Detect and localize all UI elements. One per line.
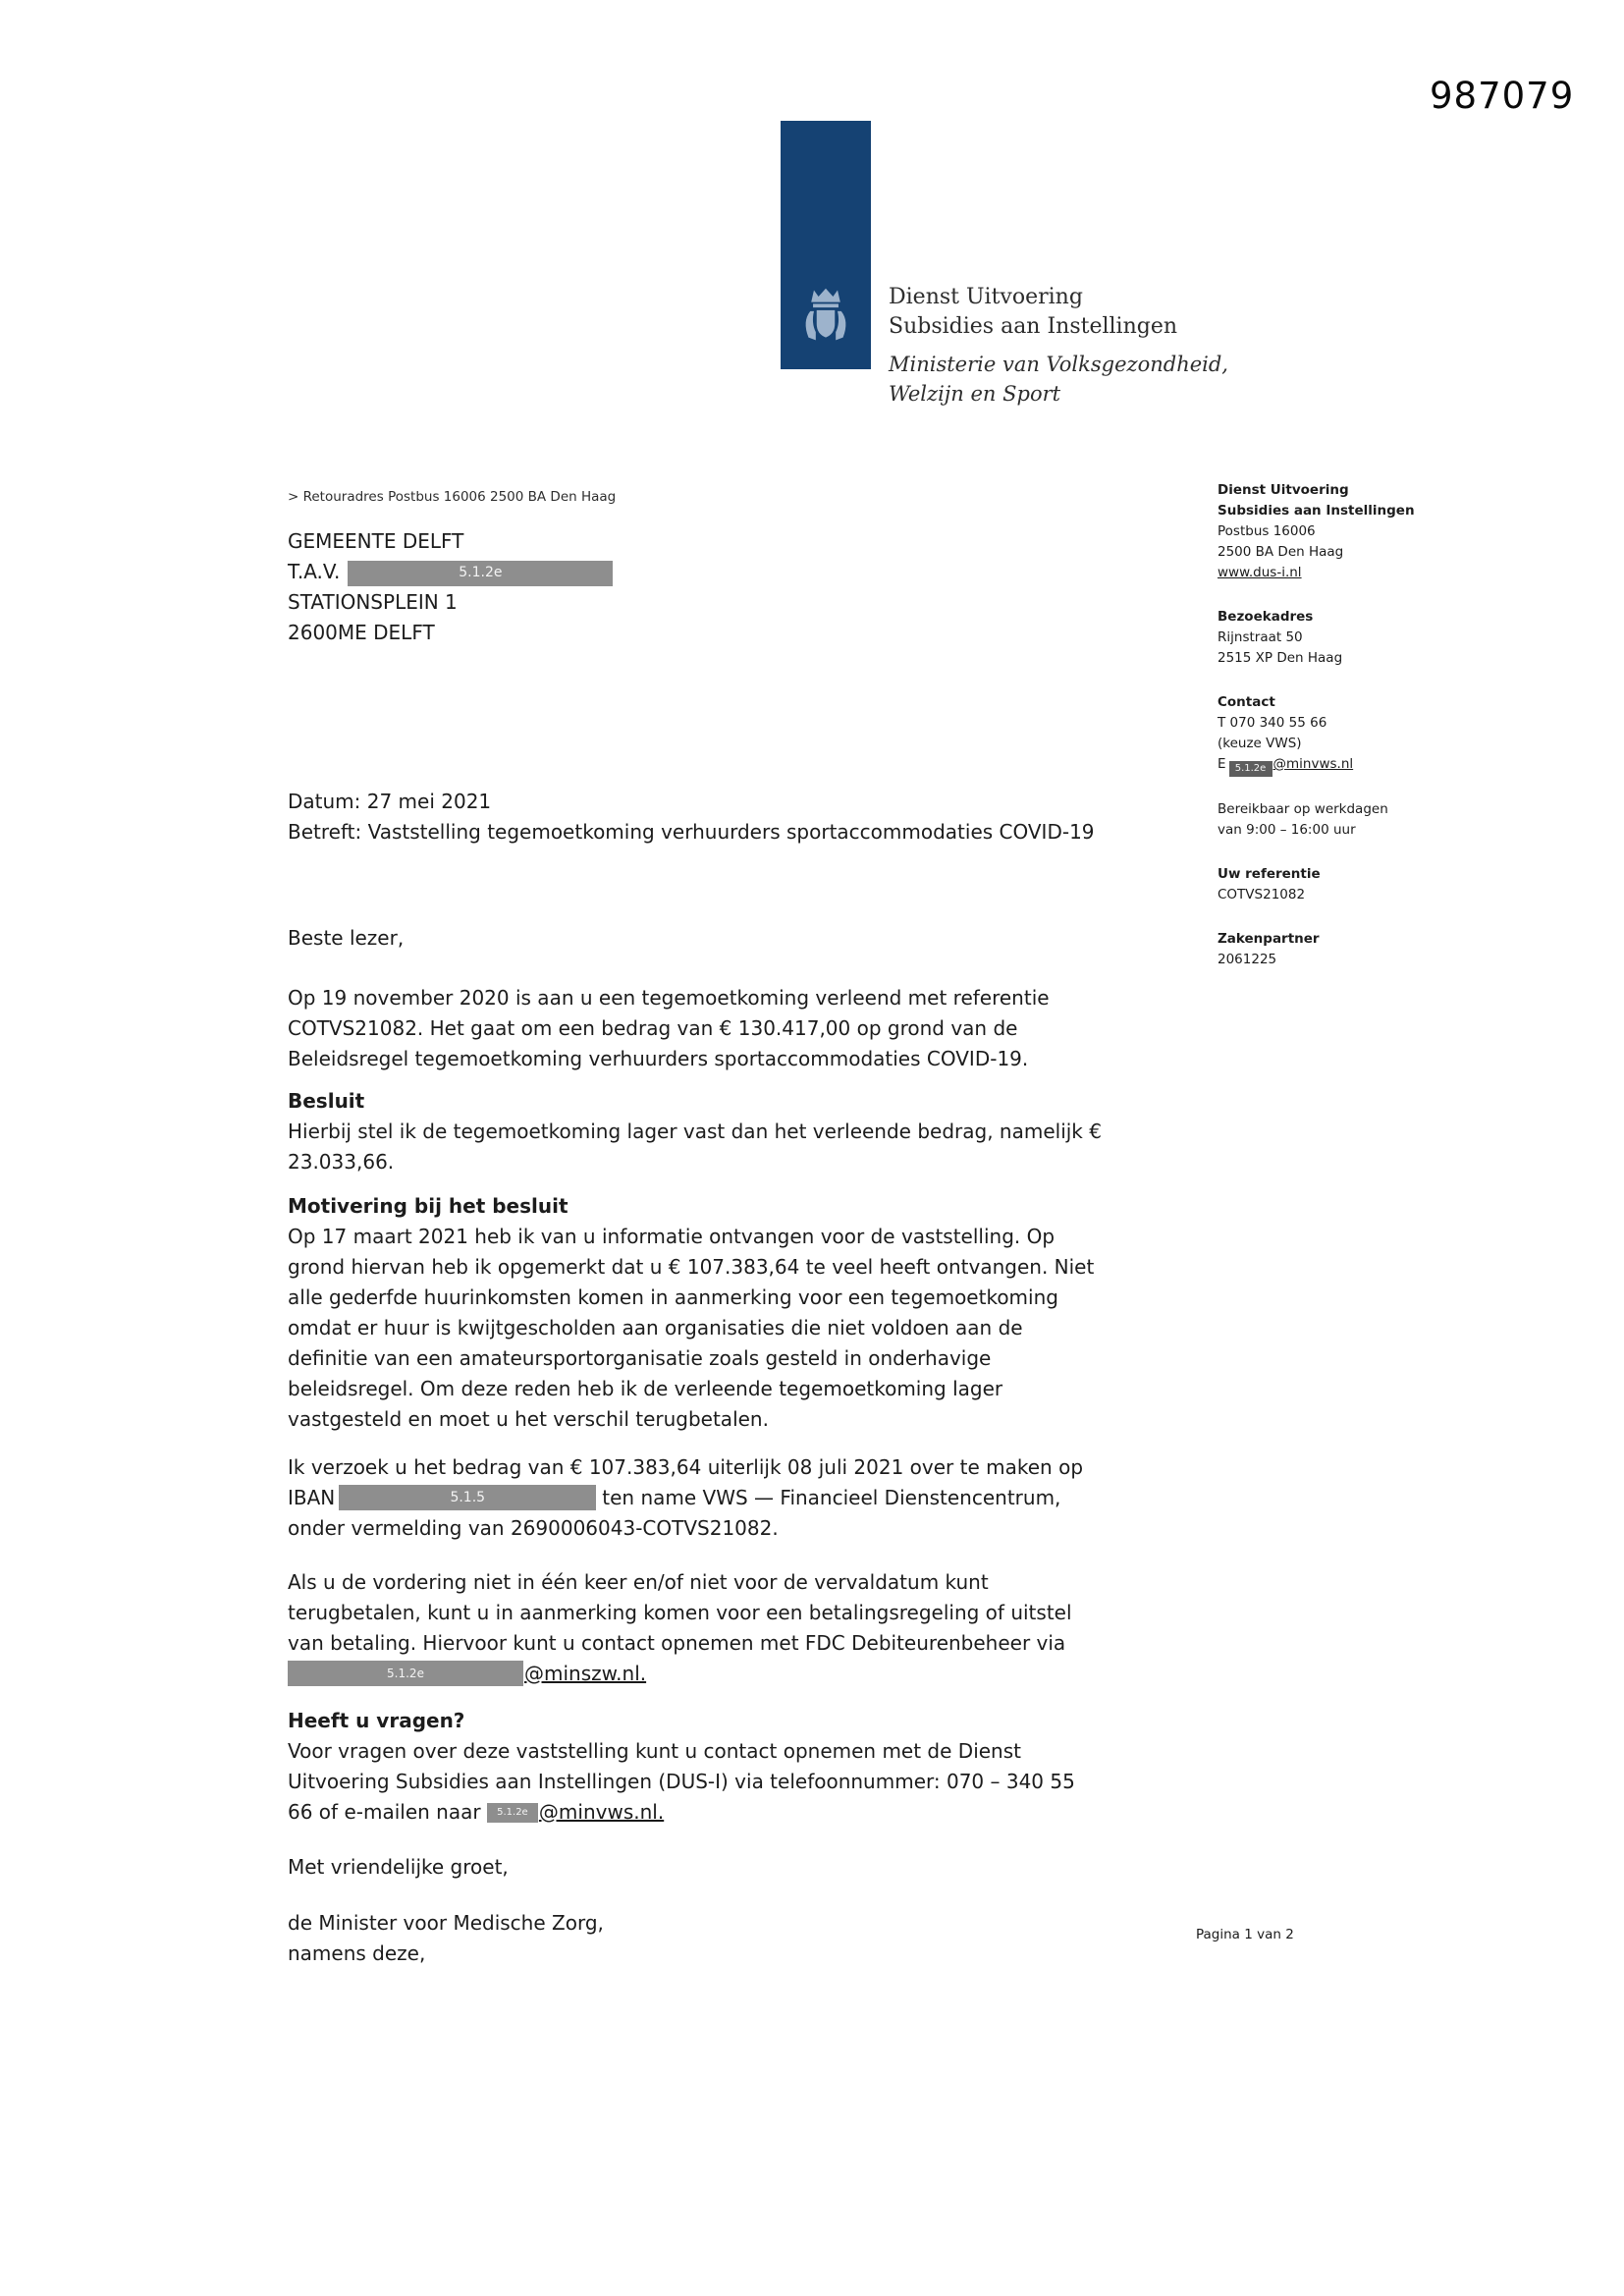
heading-vragen: Heeft u vragen? [288,1709,465,1732]
heading-motivering: Motivering bij het besluit [288,1194,568,1218]
paragraph-betalingsregeling [288,1567,1103,1689]
sidebar-email-prefix: E [1218,756,1226,772]
logo-wordmark [889,283,1228,409]
sidebar-bezoek-street: Rijnstraat 50 [1218,629,1303,645]
redaction-box-sidebar-email: 5.1.2e [1229,761,1272,777]
redaction-box-dusi-email: 5.1.2e [487,1803,538,1823]
page-footer: Pagina 1 van 2 [1196,1927,1294,1942]
betreft-line: Betreft: Vaststelling tegemoetkoming verhuurders sportaccommodaties COVID-19 [288,820,1095,844]
recipient-name: GEMEENTE DELFT [288,529,464,553]
sidebar-postbus: Postbus 16006 [1218,523,1316,539]
signature-line1: de Minister voor Medische Zorg, [288,1911,604,1935]
sidebar-city: 2500 BA Den Haag [1218,544,1344,560]
signature-line2: namens deze, [288,1941,426,1965]
coat-of-arms-icon [795,285,856,357]
paragraph-besluit: Hierbij stel ik de tegemoetkoming lager vast dan het verleende bedrag, namelijk € 23.033,66. [288,1120,1102,1174]
logo-org-line2: Subsidies aan Instellingen [889,314,1178,339]
redaction-box-fdc-email: 5.1.2e [288,1661,523,1686]
sidebar-zakenpartner-value: 2061225 [1218,951,1277,967]
terugbetaling-text-post: ten name VWS — Financieel Dienstencentrum, onder vermelding van 2690006043-COTVS21082. [288,1486,1061,1540]
heading-besluit: Besluit [288,1089,365,1113]
recipient-postal-city: 2600ME DELFT [288,621,435,644]
logo-org-line1: Dienst Uitvoering [889,285,1083,309]
recipient-street: STATIONSPLEIN 1 [288,590,458,614]
betalingsregeling-text: Als u de vordering niet in één keer en/of niet voor de vervaldatum kunt terugbetalen, kunt u in aanmerking komen voor een betalingsregeling of uitstel van betaling. Hiervoor kunt u contact opnemen met FDC Debiteurenbeheer via [288,1570,1072,1655]
redaction-box-iban: 5.1.5 [339,1485,596,1510]
sidebar-referentie-value: COTVS21082 [1218,886,1306,902]
redaction-box-recipient: 5.1.2e [348,561,613,586]
sidebar-heading-zakenpartner: Zakenpartner [1218,930,1320,947]
recipient-address-block [288,526,613,648]
paragraph-vragen [288,1736,1103,1828]
logo-blue-bar [781,121,871,369]
sidebar-phone: T 070 340 55 66 [1218,715,1327,731]
sidebar-phone-note: (keuze VWS) [1218,736,1302,751]
sidebar-heading-referentie: Uw referentie [1218,865,1321,882]
terugbetaling-text-pre: Ik verzoek u het bedrag van € 107.383,64 uiterlijk 08 juli 2021 over te maken op IBAN [288,1455,1084,1509]
recipient-attn-line [288,557,613,587]
salutation: Beste lezer, [288,926,405,950]
retouradres-line: > Retouradres Postbus 16006 2500 BA Den Haag [288,489,617,505]
sidebar-bezoek-city: 2515 XP Den Haag [1218,650,1343,666]
dus-i-website-link[interactable]: www.dus-i.nl [1218,565,1302,580]
sidebar-org-line2: Subsidies aan Instellingen [1218,503,1415,519]
sidebar-org-line1: Dienst Uitvoering [1218,482,1349,498]
logo-ministry-line1: Ministerie van Volksgezondheid, [889,353,1228,376]
sidebar-email-line [1218,754,1610,778]
logo-ministry-line2: Welzijn en Sport [889,382,1061,406]
signature-block [288,1908,1103,1969]
sidebar-heading-contact: Contact [1218,694,1275,710]
sidebar-heading-bezoekadres: Bezoekadres [1218,609,1314,625]
closing-line: Met vriendelijke groet, [288,1855,509,1879]
sidebar-contact-info [1218,480,1610,970]
sidebar-availability-line1: Bereikbaar op werkdagen [1218,800,1388,817]
paragraph-terugbetaling [288,1452,1103,1544]
datum-line: Datum: 27 mei 2021 [288,790,492,813]
paragraph-motivering: Op 17 maart 2021 heb ik van u informatie ontvangen voor de vaststelling. Op grond hiervan heb ik opgemerkt dat u € 107.383,64 te veel heeft ontvangen. Niet alle gederfde huurinkomsten komen in aanmerking voor een tegemoetkoming omdat er huur is kwijtgescholden aan organisaties die niet voldoen aan de definitie van een amateursportorganisatie zoals gesteld in onderhavige beleidsregel. Om deze reden heb ik de verleende tegemoetkoming lager vastgesteld en moet u het verschil terugbetalen. [288,1225,1095,1431]
document-number: 987079 [1430,75,1575,117]
sidebar-email-link[interactable]: @minvws.nl [1272,756,1354,772]
minvws-email-link[interactable]: @minvws.nl. [538,1800,665,1824]
recipient-attn-prefix: T.A.V. [288,560,341,583]
paragraph-verlening: Op 19 november 2020 is aan u een tegemoetkoming verleend met referentie COTVS21082. Het gaat om een bedrag van € 130.417,00 op grond van de Beleidsregel tegemoetkoming verhuurders sportaccommodaties COVID-19. [288,986,1050,1070]
vragen-text: Voor vragen over deze vaststelling kunt u contact opnemen met de Dienst Uitvoering Subsidies aan Instellingen (DUS-I) via telefoonnummer: 070 – 340 55 66 of e-mailen naar [288,1739,1075,1824]
sidebar-availability-line2: van 9:00 – 16:00 uur [1218,821,1356,838]
minszw-email-link[interactable]: @minszw.nl. [524,1662,647,1685]
